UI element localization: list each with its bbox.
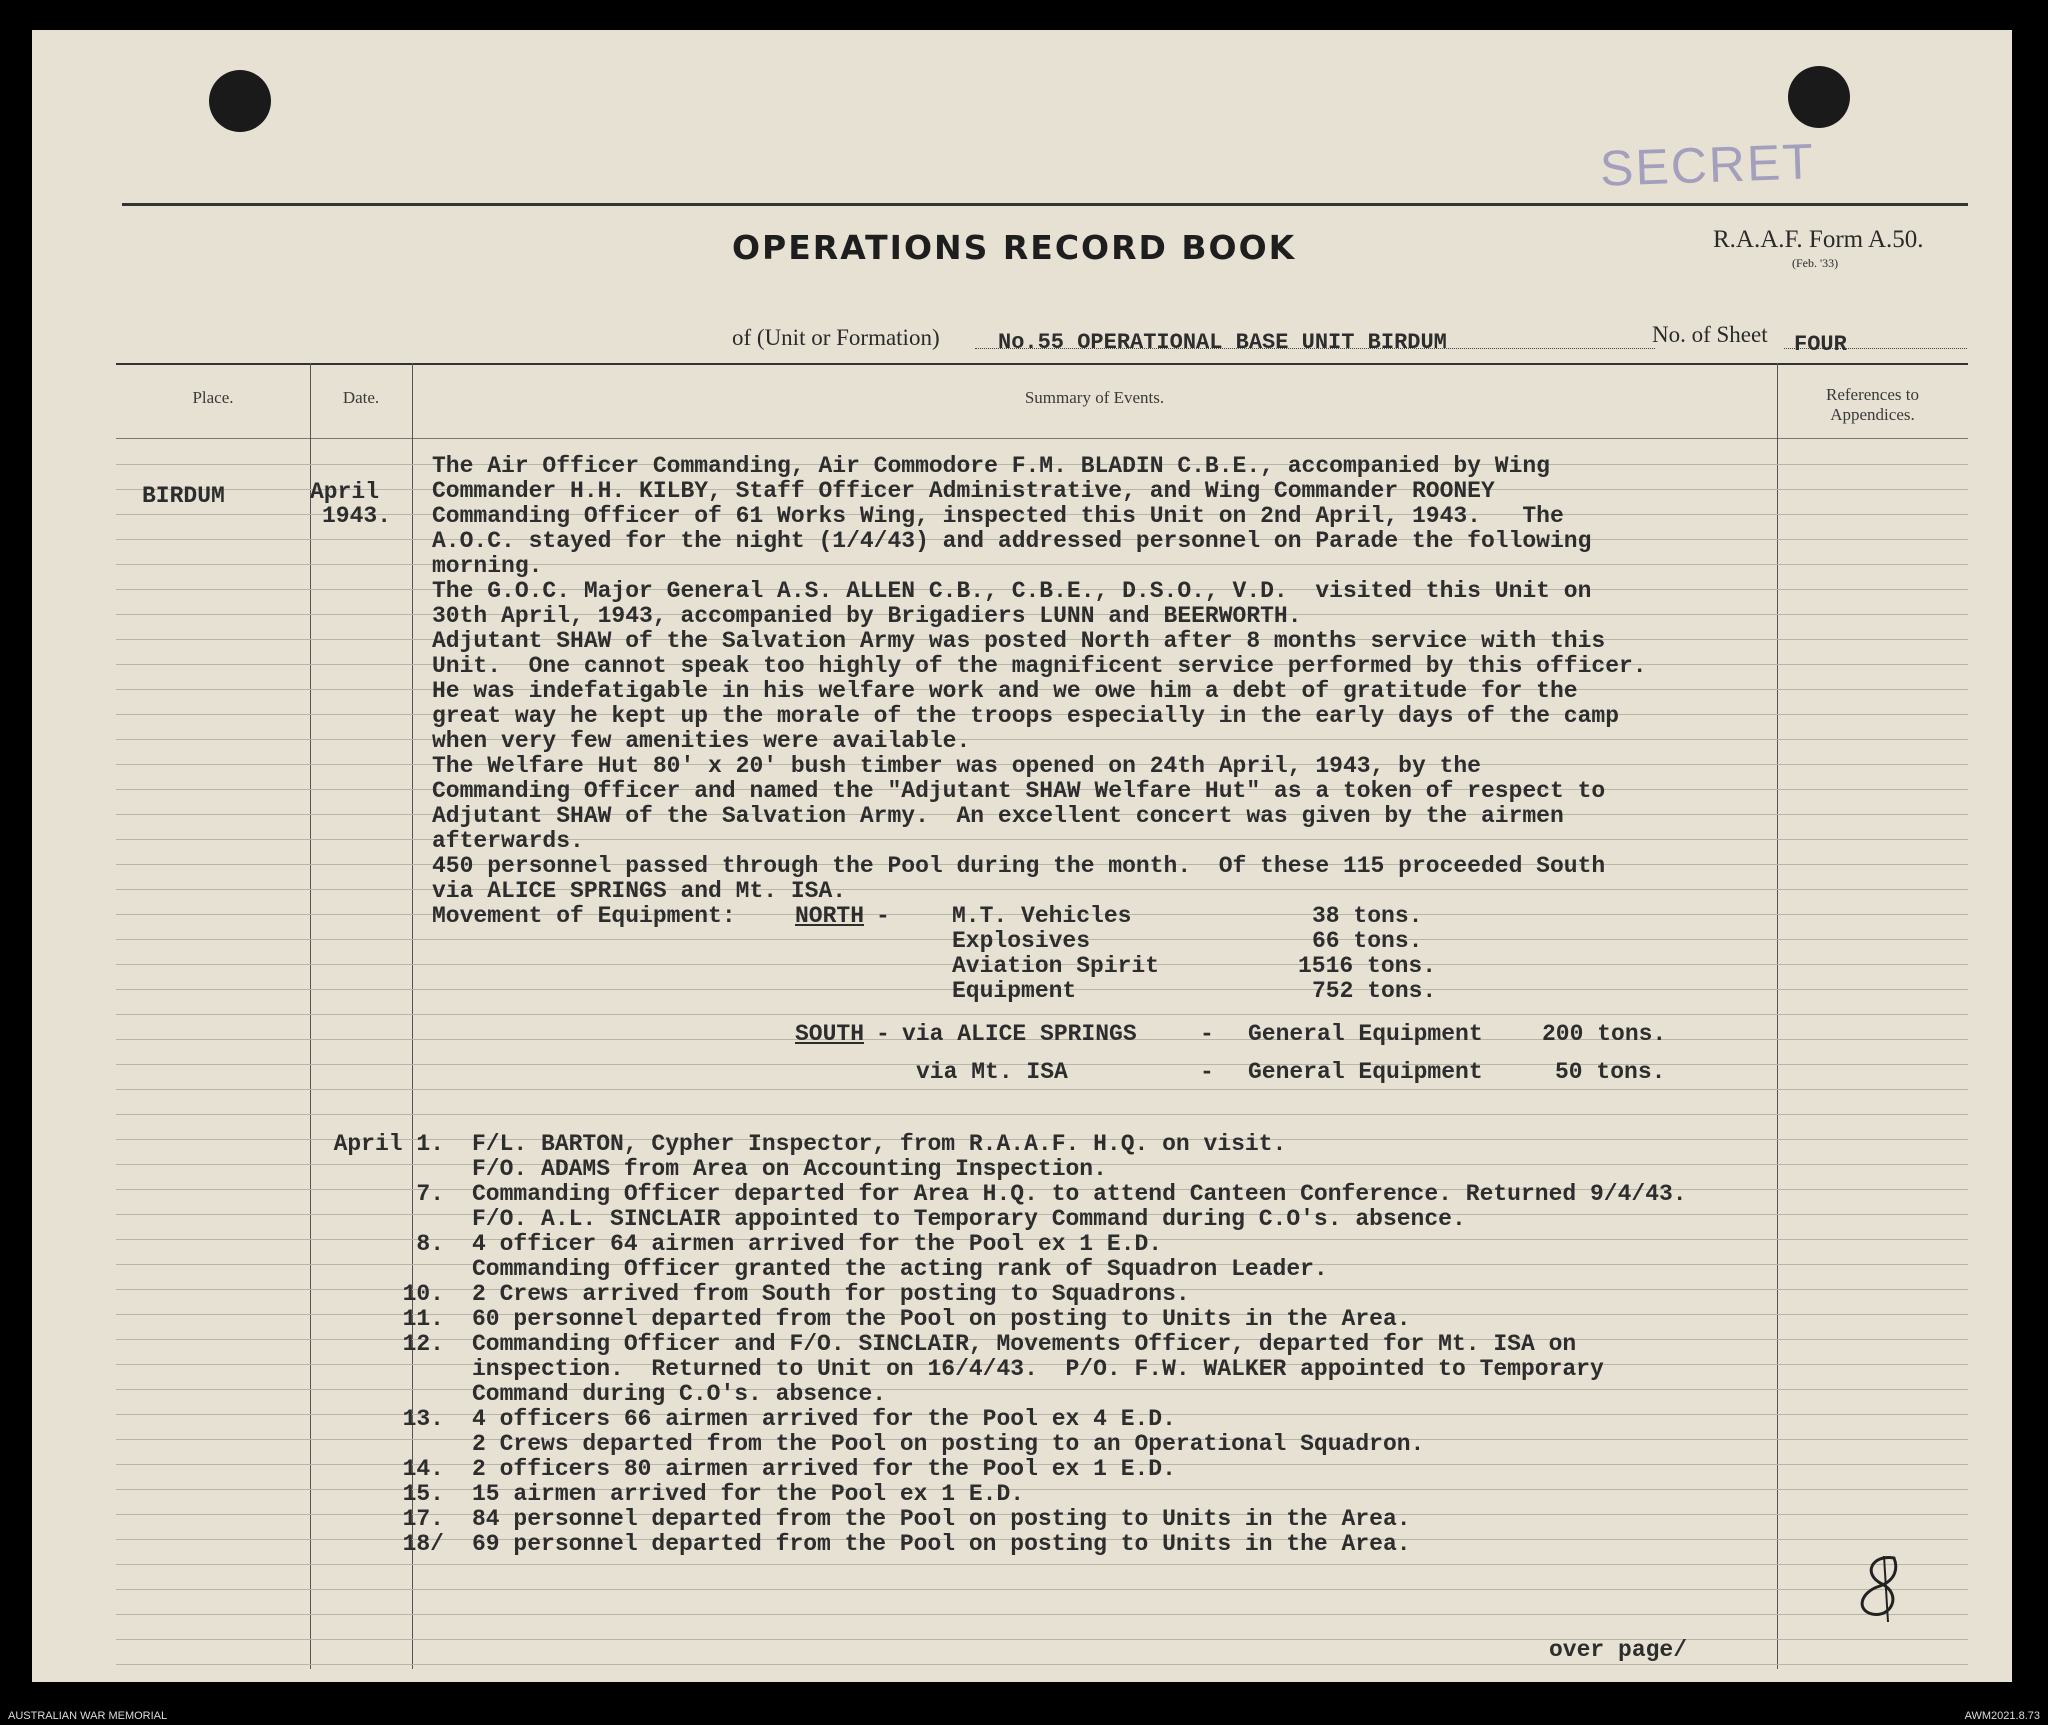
north-label: NORTH [795,903,865,929]
entry-text: F/O. A.L. SINCLAIR appointed to Temporary Command during C.O's. absence. [472,1206,1466,1232]
sheet-value: FOUR [1794,332,1847,357]
col-header-place: Place. [192,388,234,407]
summary-line: Adjutant SHAW of the Salvation Army. An excellent concert was given by the airmen [432,803,1564,829]
entry-date: 12. [402,1331,444,1357]
summary-line: morning. [432,553,543,579]
north-amount: 66 tons. [1312,928,1423,954]
entry-date-month: April [310,479,380,505]
entry-text: 2 Crews departed from the Pool on posting to an Operational Squadron. [472,1431,1425,1457]
ruled-line [116,1614,1968,1615]
punch-hole-left [209,70,271,132]
entry-row [32,1432,1777,1457]
ruled-line [116,1114,1968,1115]
movement-label: Movement of Equipment: [432,903,736,929]
summary-line: great way he kept up the morale of the troops especially in the early days of the camp [432,703,1619,729]
daily-entries [32,1132,1777,1557]
north-item: Explosives [952,928,1091,954]
south-route: via ALICE SPRINGS [902,1021,1137,1047]
entry-row [32,1157,1777,1182]
summary-line: Adjutant SHAW of the Salvation Army was posted North after 8 months service with this [432,628,1606,654]
north-amount: 38 tons. [1312,903,1423,929]
entry-text: Commanding Officer and F/O. SINCLAIR, Movements Officer, departed for Mt. ISA on [472,1331,1577,1357]
entry-text: F/O. ADAMS from Area on Accounting Inspection. [472,1156,1107,1182]
form-number: R.A.A.F. Form A.50. [1713,226,1924,253]
entry-text: 60 personnel departed from the Pool on posting to Units in the Area. [472,1306,1411,1332]
summary-line: Commander H.H. KILBY, Staff Officer Administrative, and Wing Commander ROONEY [432,478,1495,504]
north-amount: 1516 tons. [1298,953,1437,979]
ruled-line [116,1014,1968,1015]
summary-line: The G.O.C. Major General A.S. ALLEN C.B., C.B.E., D.S.O., V.D. visited this Unit on [432,578,1592,604]
top-rule [122,203,1968,206]
entry-date: 7. [416,1181,444,1207]
ruled-line [116,1564,1968,1565]
entry-text: 2 officers 80 airmen arrived for the Pool ex 1 E.D. [472,1456,1176,1482]
entry-row [32,1282,1777,1307]
entry-row [32,1232,1777,1257]
entry-row [32,1457,1777,1482]
unit-value: No.55 OPERATIONAL BASE UNIT BIRDUM [998,330,1447,355]
summary-line: Commanding Officer and named the "Adjutant SHAW Welfare Hut" as a token of respect to [432,778,1606,804]
refs-header-line2: Appendices. [1830,405,1915,424]
footer-accession: AWM2021.8.73 [1964,1710,2040,1722]
entry-row [32,1182,1777,1207]
entry-date: 15. [402,1481,444,1507]
ruled-line [116,1664,1968,1665]
entry-row [32,1132,1777,1157]
summary-line: 30th April, 1943, accompanied by Brigadiers LUNN and BEERWORTH. [432,603,1302,629]
entry-date-year: 1943. [322,503,392,529]
summary-line: Commanding Officer of 61 Works Wing, inspected this Unit on 2nd April, 1943. The [432,503,1564,529]
entry-place: BIRDUM [142,483,225,509]
entry-date: 8. [416,1231,444,1257]
col-header-date: Date. [342,388,380,407]
south-amount: 50 tons. [1555,1059,1666,1085]
ruled-line [116,1089,1968,1090]
north-amount: 752 tons. [1312,978,1437,1004]
south-amount: 200 tons. [1542,1021,1667,1047]
col-header-summary: Summary of Events. [1024,388,1165,407]
entry-text: 84 personnel departed from the Pool on posting to Units in the Area. [472,1506,1411,1532]
entry-date: 18/ [402,1531,444,1557]
entry-date: 10. [402,1281,444,1307]
entry-row [32,1507,1777,1532]
entry-text: Commanding Officer departed for Area H.Q. to attend Canteen Conference. Returned 9/4/43. [472,1181,1687,1207]
summary-line: Unit. One cannot speak too highly of the magnificent service performed by this officer. [432,653,1647,679]
south-label: SOUTH [795,1021,865,1047]
south-route: via Mt. ISA [916,1059,1068,1085]
summary-paragraphs [432,454,1647,904]
summary-line: The Air Officer Commanding, Air Commodore F.M. BLADIN C.B.E., accompanied by Wing [432,453,1550,479]
entry-text: Commanding Officer granted the acting rank of Squadron Leader. [472,1256,1328,1282]
summary-line: A.O.C. stayed for the night (1/4/43) and addressed personnel on Parade the following [432,528,1592,554]
over-page-note: over page/ [1549,1637,1688,1663]
north-item: Equipment [952,978,1077,1004]
summary-line: He was indefatigable in his welfare work and we owe him a debt of gratitude for the [432,678,1578,704]
entry-text: 4 officer 64 airmen arrived for the Pool ex 1 E.D. [472,1231,1163,1257]
south-dash: - [1200,1021,1214,1047]
handwritten-initial [1842,1548,1922,1628]
south-item: General Equipment [1248,1021,1483,1047]
col-header-references [1777,385,1968,425]
entry-row [32,1257,1777,1282]
col-divider-refs [1777,363,1778,1669]
form-title: OPERATIONS RECORD BOOK [732,228,1297,267]
north-item: Aviation Spirit [952,953,1160,979]
south-dash: - [876,1021,890,1047]
north-item: M.T. Vehicles [952,903,1132,929]
table-top-border [116,363,1968,365]
ruled-line [116,1639,1968,1640]
entry-row [32,1382,1777,1407]
entry-row [32,1207,1777,1232]
refs-header-line1: References to [1826,385,1919,404]
secret-stamp: SECRET [1599,133,1816,197]
sheet-label: No. of Sheet [1652,322,1768,347]
south-item: General Equipment [1248,1059,1483,1085]
record-sheet [32,30,2012,1682]
entry-date: 13. [402,1406,444,1432]
entry-row [32,1532,1777,1557]
north-dash: - [876,903,890,929]
summary-line: afterwards. [432,828,584,854]
summary-line: when very few amenities were available. [432,728,971,754]
footer-credit: AUSTRALIAN WAR MEMORIAL [8,1710,168,1722]
entry-row [32,1332,1777,1357]
entry-text: 69 personnel departed from the Pool on posting to Units in the Area. [472,1531,1411,1557]
ruled-line [116,1589,1968,1590]
summary-line: The Welfare Hut 80' x 20' bush timber was opened on 24th April, 1943, by the [432,753,1481,779]
entry-date: 17. [402,1506,444,1532]
south-dash: - [1200,1059,1214,1085]
entry-text: 2 Crews arrived from South for posting to Squadrons. [472,1281,1190,1307]
entry-date: April 1. [333,1131,444,1157]
unit-label: of (Unit or Formation) [732,325,940,350]
summary-line: via ALICE SPRINGS and Mt. ISA. [432,878,847,904]
entry-row [32,1482,1777,1507]
punch-hole-right [1788,66,1850,128]
entry-row [32,1307,1777,1332]
entry-text: Command during C.O's. absence. [472,1381,887,1407]
form-date: (Feb. '33) [1792,256,1839,270]
entry-row [32,1407,1777,1432]
entry-row [32,1357,1777,1382]
entry-text: F/L. BARTON, Cypher Inspector, from R.A.A.F. H.Q. on visit. [472,1131,1287,1157]
entry-text: 4 officers 66 airmen arrived for the Pool ex 4 E.D. [472,1406,1176,1432]
entry-date: 14. [402,1456,444,1482]
entry-text: 15 airmen arrived for the Pool ex 1 E.D. [472,1481,1025,1507]
header-divider [116,438,1968,439]
entry-date: 11. [402,1306,444,1332]
entry-text: inspection. Returned to Unit on 16/4/43. P/O. F.W. WALKER appointed to Temporary [472,1356,1604,1382]
summary-line: 450 personnel passed through the Pool during the month. Of these 115 proceeded South [432,853,1606,879]
